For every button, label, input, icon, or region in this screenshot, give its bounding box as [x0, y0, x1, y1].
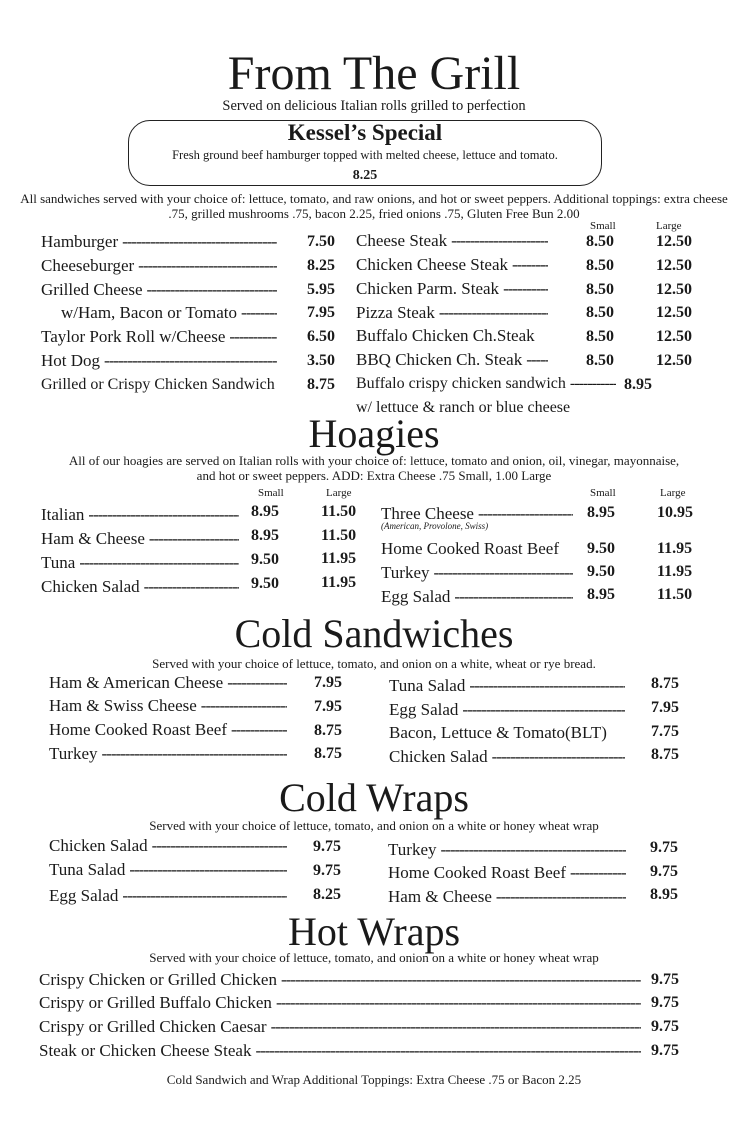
menu-item: Tuna -----	[41, 553, 243, 573]
item-price-large: 11.95	[657, 563, 693, 580]
menu-item: Chicken Parm. Steak -----	[356, 279, 552, 299]
item-price: 7.95	[651, 699, 679, 716]
footer-note: Cold Sandwich and Wrap Additional Toppings: Extra Cheese .75 or Bacon 2.25	[166, 1072, 582, 1087]
menu-item: Chicken Salad -----	[389, 747, 629, 767]
menu-item: Crispy or Grilled Chicken Caesar -----	[39, 1017, 645, 1037]
section-title-cold-sandwiches: Cold Sandwiches	[234, 611, 514, 656]
item-price-large: 11.95	[321, 550, 357, 567]
item-price-small: 8.50	[586, 328, 614, 345]
menu-item: Home Cooked Roast Beef -----	[388, 863, 630, 883]
item-price-large: 10.95	[657, 504, 693, 521]
item-price: 8.75	[307, 376, 335, 393]
item-price-large: 11.50	[321, 503, 357, 520]
menu-item: Tuna Salad -----	[389, 676, 629, 696]
item-price-small: 8.50	[586, 352, 614, 369]
item-price: 8.95	[624, 376, 652, 393]
menu-item: Taylor Pork Roll w/Cheese -----	[41, 327, 281, 347]
menu-item: Buffalo crispy chicken sandwich -----	[356, 374, 620, 394]
menu-item: Crispy Chicken or Grilled Chicken -----	[39, 970, 645, 990]
item-price-small: 8.95	[587, 586, 615, 603]
section-title-hot-wraps: Hot Wraps	[287, 909, 461, 954]
item-price-small: 9.50	[251, 575, 279, 592]
menu-item: Chicken Salad -----	[41, 577, 243, 597]
menu-item: Hamburger -----	[41, 232, 281, 252]
menu-item: Chicken Salad -----	[49, 836, 291, 856]
item-price: 8.25	[313, 886, 341, 903]
item-price: 8.75	[651, 675, 679, 692]
item-price: 9.75	[651, 994, 679, 1011]
section-title-cold-wraps: Cold Wraps	[279, 775, 469, 820]
menu-item: Hot Dog -----	[41, 351, 281, 371]
menu-item: w/Ham, Bacon or Tomato -----	[61, 303, 281, 323]
menu-item: Turkey -----	[381, 563, 577, 583]
menu-item: Steak or Chicken Cheese Steak -----	[39, 1041, 645, 1061]
item-price-large: 12.50	[656, 352, 692, 369]
menu-item: Grilled Cheese -----	[41, 280, 281, 300]
item-price: 9.75	[313, 862, 341, 879]
item-price: 7.95	[314, 674, 342, 691]
menu-item: Egg Salad -----	[49, 886, 291, 906]
page-title: From The Grill	[227, 47, 521, 100]
special-title: Kessel’s Special	[287, 120, 443, 145]
item-price-small: 9.50	[251, 551, 279, 568]
item-price-large: 12.50	[656, 304, 692, 321]
item-price-large: 11.95	[321, 574, 357, 591]
section-title-hoagies: Hoagies	[308, 411, 440, 456]
menu-item: BBQ Chicken Ch. Steak -----	[356, 350, 552, 370]
item-price: 8.95	[650, 886, 678, 903]
item-price-large: 11.50	[321, 527, 357, 544]
item-price: 7.50	[307, 233, 335, 250]
item-price: 8.75	[651, 746, 679, 763]
item-price: 9.75	[650, 839, 678, 856]
grill-large-header: Large	[656, 220, 682, 232]
menu-item: Egg Salad -----	[389, 700, 629, 720]
item-price: 3.50	[307, 352, 335, 369]
menu-item: Turkey -----	[49, 744, 291, 764]
hoagies-note: All of our hoagies are served on Italian rolls with your choice of: lettuce, tomato and onion, oil, vinegar, mayonnaise, and hot or sweet peppers. ADD: Extra Cheese .75 Small, 1.00 Large	[68, 453, 680, 483]
item-price: 8.75	[314, 722, 342, 739]
menu-item: Three Cheese -----	[381, 504, 577, 524]
grill-note: All sandwiches served with your choice of: lettuce, tomato, and raw onions, and hot or sweet peppers. Additional toppings: extra cheese .75, grilled mushrooms .75, bacon 2.25, fried onions .75, Gluten Free Bun 2.00	[20, 191, 728, 221]
item-price: 8.75	[314, 745, 342, 762]
cold-sandwiches-note: Served with your choice of lettuce, tomato, and onion on a white, wheat or rye bread.	[152, 656, 596, 671]
item-price: 8.25	[307, 257, 335, 274]
hoagies-large-header-right: Large	[660, 487, 686, 499]
item-subtext: w/ lettuce & ranch or blue cheese	[356, 399, 571, 416]
item-price: 9.75	[651, 971, 679, 988]
hot-wraps-note: Served with your choice of lettuce, tomato, and onion on a white or honey wheat wrap	[149, 950, 599, 965]
item-price-large: 11.95	[657, 540, 693, 557]
menu-item: Italian -----	[41, 505, 243, 525]
page-subtitle: Served on delicious Italian rolls grilled to perfection	[222, 98, 526, 114]
menu-item: Buffalo Chicken Ch.Steak	[356, 326, 535, 345]
item-price-large: 12.50	[656, 257, 692, 274]
item-price: 7.75	[651, 723, 679, 740]
hoagies-small-header-right: Small	[590, 487, 616, 499]
three-cheese-note: (American, Provolone, Swiss)	[381, 521, 489, 531]
item-price-large: 11.50	[657, 586, 693, 603]
menu-item: Tuna Salad -----	[49, 860, 291, 880]
menu-item: Cheese Steak -----	[356, 231, 552, 251]
menu-item: Cheeseburger -----	[41, 256, 281, 276]
item-price-small: 8.95	[587, 504, 615, 521]
menu-item: Ham & Swiss Cheese -----	[49, 696, 291, 716]
menu-item: Ham & American Cheese -----	[49, 673, 291, 693]
menu-item: Grilled or Crispy Chicken Sandwich	[41, 376, 275, 393]
item-price: 9.75	[650, 863, 678, 880]
special-price: 8.25	[352, 168, 378, 183]
item-price: 9.75	[313, 838, 341, 855]
menu-item: Crispy or Grilled Buffalo Chicken -----	[39, 993, 645, 1013]
item-price-small: 8.50	[586, 304, 614, 321]
item-price-small: 8.50	[586, 233, 614, 250]
cold-wraps-note: Served with your choice of lettuce, tomato, and onion on a white or honey wheat wrap	[149, 818, 599, 833]
item-price: 7.95	[314, 698, 342, 715]
menu-item: Egg Salad -----	[381, 587, 577, 607]
item-price-small: 8.50	[586, 281, 614, 298]
special-description: Fresh ground beef hamburger topped with melted cheese, lettuce and tomato.	[172, 148, 558, 162]
item-price: 7.95	[307, 304, 335, 321]
menu-item: Turkey -----	[388, 840, 630, 860]
item-price-large: 12.50	[656, 328, 692, 345]
hoagies-small-header: Small	[258, 487, 284, 499]
item-price-small: 9.50	[587, 563, 615, 580]
item-price: 9.75	[651, 1018, 679, 1035]
menu-item: Bacon, Lettuce & Tomato(BLT)	[389, 723, 607, 742]
item-price: 6.50	[307, 328, 335, 345]
item-price: 9.75	[651, 1042, 679, 1059]
menu-item: Ham & Cheese -----	[41, 529, 243, 549]
menu-item: Ham & Cheese -----	[388, 887, 630, 907]
menu-item: Chicken Cheese Steak -----	[356, 255, 552, 275]
grill-small-header: Small	[590, 220, 616, 232]
item-price-large: 12.50	[656, 233, 692, 250]
item-price-small: 8.50	[586, 257, 614, 274]
item-price-small: 9.50	[587, 540, 615, 557]
menu-item: Home Cooked Roast Beef -----	[49, 720, 291, 740]
menu-item: Home Cooked Roast Beef	[381, 539, 559, 558]
item-price: 5.95	[307, 281, 335, 298]
item-price-small: 8.95	[251, 503, 279, 520]
item-price-large: 12.50	[656, 281, 692, 298]
item-price-small: 8.95	[251, 527, 279, 544]
menu-item: Pizza Steak -----	[356, 303, 552, 323]
hoagies-large-header: Large	[326, 487, 352, 499]
